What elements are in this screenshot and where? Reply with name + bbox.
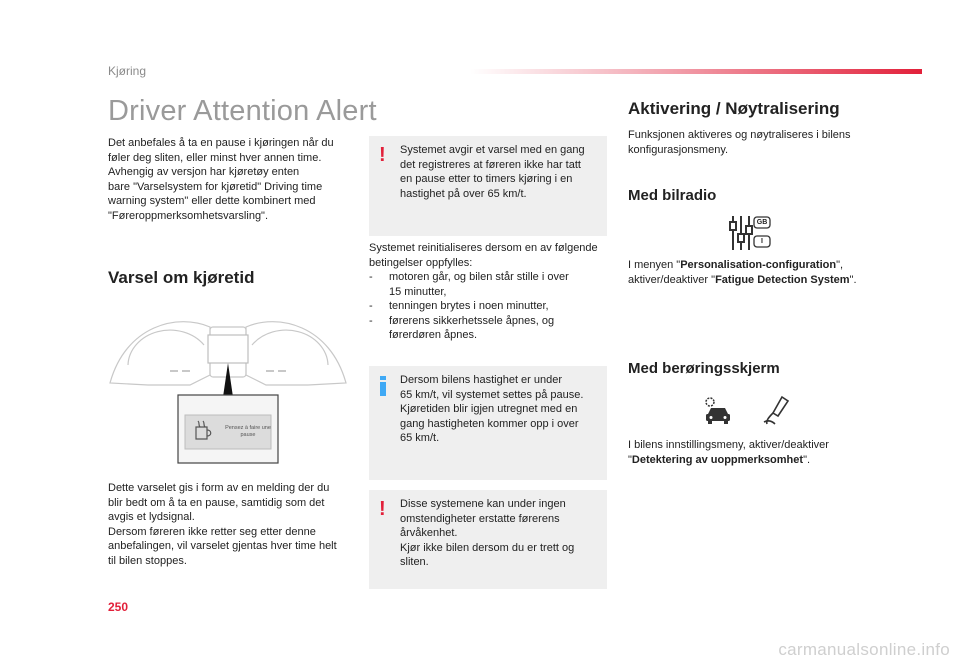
section-label: Kjøring bbox=[108, 64, 147, 78]
text-fragment: ". bbox=[849, 273, 857, 286]
warning-text bbox=[400, 497, 590, 570]
text-fragment: aktiver/deaktiver " bbox=[628, 273, 716, 286]
text-line: konfigurasjonsmeny. bbox=[628, 143, 729, 156]
intro-paragraph bbox=[108, 136, 358, 223]
footer-watermark: carmanualsonline.info bbox=[778, 640, 950, 659]
text-line: tenningen brytes i noen minutter, bbox=[389, 300, 549, 312]
dashboard-svg bbox=[108, 305, 348, 465]
touchscreen-instructions bbox=[628, 438, 898, 467]
badge-gb: GB bbox=[756, 219, 768, 226]
text-line bbox=[628, 273, 898, 288]
text-line: føler deg sliten, eller minst hver annen time. bbox=[108, 151, 322, 164]
page-number: 250 bbox=[108, 600, 129, 614]
car-settings-svg bbox=[702, 394, 734, 426]
text-line: Systemet reinitialiseres dersom en av følgende bbox=[369, 242, 598, 254]
text-line: avgis et lydsignal. bbox=[108, 511, 195, 523]
dashboard-message: Pensez à faire une pause bbox=[225, 425, 271, 438]
reset-conditions bbox=[369, 241, 614, 343]
badge-i: I bbox=[761, 238, 763, 245]
text-line: førerdøren åpnes. bbox=[389, 329, 478, 341]
warning-icon: ! bbox=[379, 498, 386, 520]
text-line bbox=[628, 453, 898, 468]
warning-icon: ! bbox=[379, 144, 386, 166]
text-line: Avhengig av versjon har kjøretøy enten bbox=[108, 166, 300, 178]
text-line: årvåkenhet. bbox=[400, 527, 458, 539]
radio-instructions bbox=[628, 258, 898, 287]
setting-name: Fatigue Detection System bbox=[715, 273, 850, 286]
outro-paragraph bbox=[108, 481, 363, 568]
text-line: Dette varselet gis i form av en melding der du bbox=[108, 482, 330, 494]
list-item bbox=[369, 299, 614, 314]
text-line: gang hastigheten kommer opp i over bbox=[400, 417, 579, 430]
text-fragment: " bbox=[628, 453, 632, 466]
info-icon bbox=[380, 376, 387, 396]
info-text bbox=[400, 373, 590, 446]
page-title: Driver Attention Alert bbox=[108, 95, 377, 127]
text-line: bare "Varselsystem for kjøretid" Driving time bbox=[108, 180, 323, 193]
text-line: en pause etter to timers kjøring i en bbox=[400, 173, 573, 185]
text-line: Dersom føreren ikke retter seg etter denne bbox=[108, 525, 316, 538]
warning-box-two-hours bbox=[369, 136, 607, 236]
text-line: førerens sikkerhetssele åpnes, og bbox=[389, 314, 555, 327]
text-line: warning system" eller dette kombinert med bbox=[108, 195, 316, 207]
subheading-touchscreen: Med berøringsskjerm bbox=[628, 360, 780, 377]
warning-text bbox=[400, 143, 590, 201]
text-line: "Føreroppmerksomhetsvarsling". bbox=[108, 209, 269, 222]
header-rule bbox=[470, 69, 922, 74]
text-line: motoren går, og bilen står stille i over bbox=[389, 271, 569, 283]
text-line: omstendigheter erstatte førerens bbox=[400, 512, 560, 525]
car-settings-icon bbox=[702, 394, 734, 426]
text-line: Funksjonen aktiveres og nøytraliseres i bilens bbox=[628, 129, 851, 141]
text-line: Systemet avgir et varsel med en gang bbox=[400, 144, 585, 156]
text-line: I bilens innstillingsmeny, aktiver/deaktiver bbox=[628, 439, 829, 451]
setting-name: Detektering av uoppmerksomhet bbox=[631, 453, 804, 466]
text-fragment: ", bbox=[836, 259, 844, 271]
text-line: Kjør ikke bilen dersom du er trett og bbox=[400, 541, 575, 554]
menu-name: Personalisation-configuration bbox=[680, 259, 837, 271]
activation-intro bbox=[628, 128, 888, 157]
list-item bbox=[369, 270, 614, 299]
text-line: hastighet på over 65 km/t. bbox=[400, 187, 527, 200]
text-line: Dersom bilens hastighet er under bbox=[400, 374, 563, 386]
text-line: det registreres at føreren ikke har tatt bbox=[400, 158, 581, 171]
text-line: anbefalingen, vil varselet gjentas hver time helt bbox=[108, 540, 337, 552]
text-line: betingelser oppfylles: bbox=[369, 256, 473, 269]
text-line bbox=[628, 258, 898, 273]
text-line: Disse systemene kan under ingen bbox=[400, 498, 566, 510]
warning-box-vigilance bbox=[369, 490, 607, 589]
reset-list bbox=[369, 270, 614, 343]
touch-finger-icon bbox=[762, 394, 792, 426]
text-fragment: ". bbox=[803, 453, 811, 466]
text-line: til bilen stoppes. bbox=[108, 554, 187, 567]
text-line: 15 minutter, bbox=[389, 285, 447, 298]
section-heading-activation: Aktivering / Nøytralisering bbox=[628, 99, 840, 118]
text-line: sliten. bbox=[400, 556, 429, 568]
text-fragment: I menyen " bbox=[628, 259, 681, 271]
dashboard-illustration bbox=[108, 305, 348, 465]
touch-finger-svg bbox=[762, 394, 792, 426]
info-box-speed bbox=[369, 366, 607, 480]
text-line: Kjøretiden blir igjen utregnet med en bbox=[400, 403, 578, 415]
list-item bbox=[369, 314, 614, 343]
settings-sliders-icon bbox=[728, 214, 772, 252]
text-line: Det anbefales å ta en pause i kjøringen når du bbox=[108, 137, 334, 149]
text-line: 65 km/t. bbox=[400, 432, 440, 444]
section-heading-driving-time: Varsel om kjøretid bbox=[108, 268, 255, 287]
text-line: blir bedt om å ta en pause, samtidig som det bbox=[108, 496, 325, 509]
text-line: 65 km/t, vil systemet settes på pause. bbox=[400, 388, 584, 401]
subheading-radio: Med bilradio bbox=[628, 187, 717, 204]
